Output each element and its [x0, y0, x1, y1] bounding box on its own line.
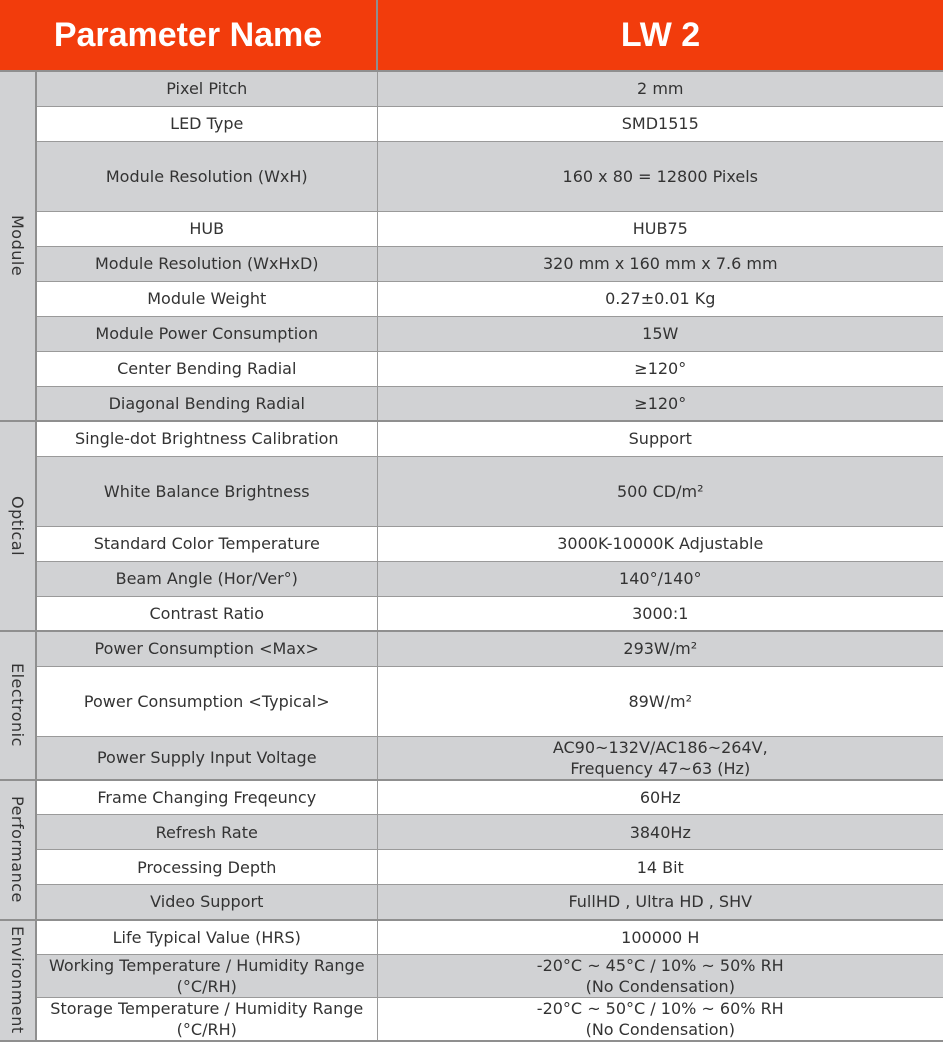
table-row	[0, 920, 943, 955]
value-cell: AC90~132V/AC186~264V, Frequency 47~63 (Hz)	[377, 736, 943, 780]
value-cell: 15W	[377, 316, 943, 351]
value-cell: 100000 H	[377, 920, 943, 955]
value-cell: 140°/140°	[377, 561, 943, 596]
parameter-cell: Refresh Rate	[36, 815, 377, 850]
parameter-cell: Life Typical Value (HRS)	[36, 920, 377, 955]
parameter-cell: White Balance Brightness	[36, 456, 377, 526]
table-row	[0, 246, 943, 281]
table-row	[0, 736, 943, 780]
parameter-cell: Working Temperature / Humidity Range (°C/RH)	[36, 955, 377, 998]
table-row	[0, 141, 943, 211]
table-row	[0, 211, 943, 246]
table-row	[0, 386, 943, 421]
table-row	[0, 998, 943, 1042]
parameter-cell: Center Bending Radial	[36, 351, 377, 386]
table-row	[0, 815, 943, 850]
value-cell: 293W/m²	[377, 631, 943, 666]
parameter-cell: Module Resolution (WxHxD)	[36, 246, 377, 281]
value-cell: 2 mm	[377, 71, 943, 106]
table-row	[0, 596, 943, 631]
table-row	[0, 316, 943, 351]
parameter-cell: Standard Color Temperature	[36, 526, 377, 561]
value-cell: 160 x 80 = 12800 Pixels	[377, 141, 943, 211]
group-cell-environment	[0, 920, 36, 1042]
table-row	[0, 850, 943, 885]
group-cell-performance	[0, 780, 36, 920]
group-cell-electronic	[0, 631, 36, 780]
table-row	[0, 421, 943, 456]
parameter-name-header: Parameter Name	[0, 0, 377, 71]
value-cell: ≥120°	[377, 386, 943, 421]
parameter-cell: Frame Changing Freqeuncy	[36, 780, 377, 815]
group-cell-optical	[0, 421, 36, 631]
parameter-cell: Module Power Consumption	[36, 316, 377, 351]
group-label: Optical	[8, 495, 27, 556]
table-row	[0, 631, 943, 666]
table-row	[0, 526, 943, 561]
value-cell: FullHD , Ultra HD , SHV	[377, 885, 943, 920]
parameter-cell: Module Resolution (WxH)	[36, 141, 377, 211]
parameter-cell: LED Type	[36, 106, 377, 141]
group-cell-module	[0, 71, 36, 421]
parameter-cell: Module Weight	[36, 281, 377, 316]
parameter-cell: Pixel Pitch	[36, 71, 377, 106]
table-row	[0, 561, 943, 596]
table-row	[0, 281, 943, 316]
value-cell: 3000:1	[377, 596, 943, 631]
parameter-cell: Power Consumption <Typical>	[36, 666, 377, 736]
value-cell: SMD1515	[377, 106, 943, 141]
table-row	[0, 456, 943, 526]
parameter-cell: Power Consumption <Max>	[36, 631, 377, 666]
parameter-cell: HUB	[36, 211, 377, 246]
table-row	[0, 885, 943, 920]
value-cell: 0.27±0.01 Kg	[377, 281, 943, 316]
value-cell: 14 Bit	[377, 850, 943, 885]
parameter-cell: Power Supply Input Voltage	[36, 736, 377, 780]
table-row	[0, 351, 943, 386]
model-header: LW 2	[377, 0, 943, 71]
value-cell: 3840Hz	[377, 815, 943, 850]
parameter-cell: Contrast Ratio	[36, 596, 377, 631]
value-cell: 500 CD/m²	[377, 456, 943, 526]
value-cell: 320 mm x 160 mm x 7.6 mm	[377, 246, 943, 281]
value-cell: 3000K-10000K Adjustable	[377, 526, 943, 561]
table-row	[0, 106, 943, 141]
parameter-cell: Diagonal Bending Radial	[36, 386, 377, 421]
table-header-row	[0, 0, 943, 71]
value-cell: ≥120°	[377, 351, 943, 386]
value-cell: -20°C ~ 50°C / 10% ~ 60% RH (No Condensation)	[377, 998, 943, 1042]
parameter-cell: Processing Depth	[36, 850, 377, 885]
table-row	[0, 71, 943, 106]
value-cell: HUB75	[377, 211, 943, 246]
group-label: Electronic	[8, 663, 27, 748]
group-label: Module	[8, 215, 27, 277]
value-cell: Support	[377, 421, 943, 456]
table-row	[0, 780, 943, 815]
parameter-cell: Single-dot Brightness Calibration	[36, 421, 377, 456]
parameter-cell: Beam Angle (Hor/Ver°)	[36, 561, 377, 596]
parameter-cell: Storage Temperature / Humidity Range (°C/RH)	[36, 998, 377, 1042]
value-cell: 60Hz	[377, 780, 943, 815]
parameter-cell: Video Support	[36, 885, 377, 920]
group-label: Performance	[8, 796, 27, 903]
value-cell: -20°C ~ 45°C / 10% ~ 50% RH (No Condensation)	[377, 955, 943, 998]
table-row	[0, 666, 943, 736]
table-row	[0, 955, 943, 998]
group-label: Environment	[8, 926, 27, 1035]
value-cell: 89W/m²	[377, 666, 943, 736]
spec-table-body	[0, 71, 943, 1041]
